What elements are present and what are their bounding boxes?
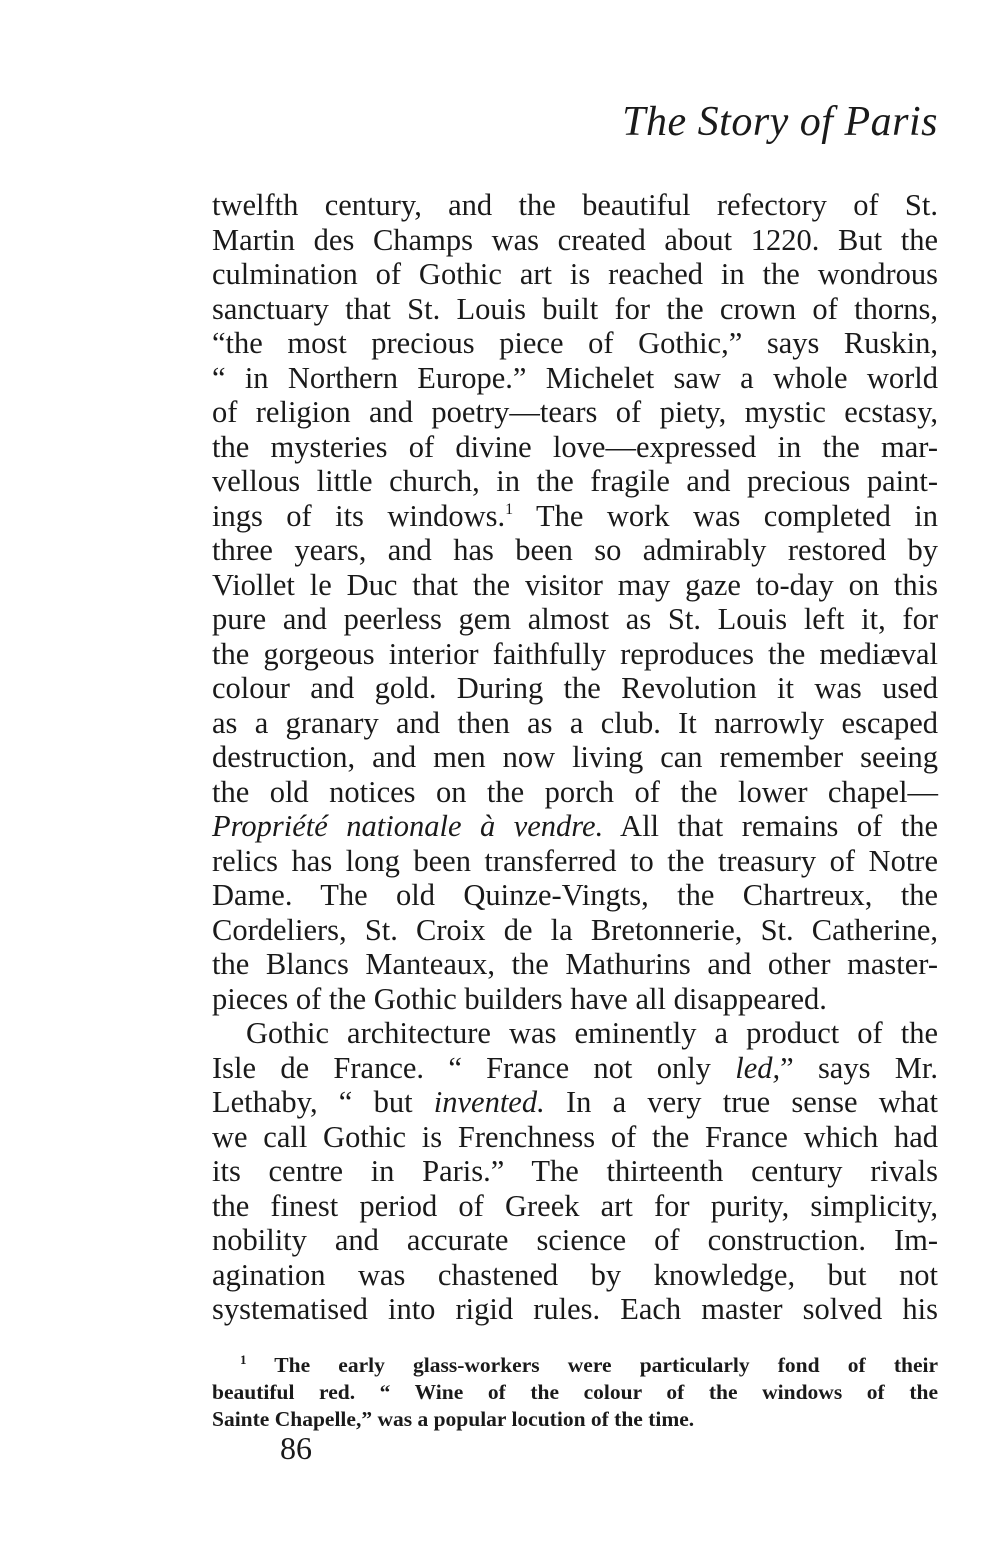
italic-phrase: led, xyxy=(735,1050,781,1085)
footnote xyxy=(212,1352,938,1433)
footnote-line: beautiful red. “ Wine of the colour of the windows of the xyxy=(212,1380,938,1404)
text-line xyxy=(212,1085,938,1120)
text-line: the old notices on the porch of the lower chapel— xyxy=(212,774,938,809)
text-line: Cordeliers, St. Croix de la Bretonnerie, St. Catherine, xyxy=(212,912,938,947)
text-line: destruction, and men now living can remember seeing xyxy=(212,740,938,774)
text-line: the finest period of Greek art for purity, simplicity, xyxy=(212,1188,938,1223)
body-text xyxy=(212,188,938,1327)
text-line: systematised into rigid rules. Each master solved his xyxy=(212,1292,938,1326)
footnote-line xyxy=(212,1352,938,1379)
text-line: nobility and accurate science of construction. Im- xyxy=(212,1223,938,1257)
text-line: its centre in Paris.” The thirteenth century rivals xyxy=(212,1154,938,1188)
text-segment: Lethaby, “ but xyxy=(212,1085,434,1119)
text-line: relics has long been transferred to the treasury of Notre xyxy=(212,843,938,878)
text-line: Gothic architecture was eminently a product of the xyxy=(246,1016,938,1050)
footnote-marker: 1 xyxy=(240,1352,247,1367)
text-line xyxy=(212,499,938,534)
text-line: twelfth century, and the beautiful refectory of St. xyxy=(212,188,938,222)
text-segment: ings of its windows. xyxy=(212,498,506,533)
text-line xyxy=(212,1051,938,1086)
text-segment: In a very true sense what xyxy=(544,1085,938,1119)
italic-phrase: Propriété nationale à vendre. xyxy=(212,809,604,843)
text-segment: ” says Mr. xyxy=(780,1050,938,1085)
text-line: the mysteries of divine love—expressed in the mar- xyxy=(212,429,938,464)
text-segment: Isle de France. “ France not only xyxy=(212,1050,736,1085)
text-line: “the most precious piece of Gothic,” says Ruskin, xyxy=(212,326,938,360)
text-line: colour and gold. During the Revolution it was used xyxy=(212,671,938,705)
text-line: Dame. The old Quinze-Vingts, the Chartreux, the xyxy=(212,878,938,912)
text-line: as a granary and then as a club. It narrowly escaped xyxy=(212,705,938,740)
text-segment: All that remains of the xyxy=(603,809,938,843)
text-line: “ in Northern Europe.” Michelet saw a whole world xyxy=(212,360,938,395)
text-line: the Blancs Manteaux, the Mathurins and other master- xyxy=(212,947,938,981)
text-line: vellous little church, in the fragile and precious paint- xyxy=(212,464,938,498)
text-line: sanctuary that St. Louis built for the crown of thorns, xyxy=(212,291,938,326)
text-line: we call Gothic is Frenchness of the France which had xyxy=(212,1119,938,1154)
text-line: the gorgeous interior faithfully reproduces the mediæval xyxy=(212,636,938,671)
running-title: The Story of Paris xyxy=(622,99,938,145)
text-line: Viollet le Duc that the visitor may gaze to-day on this xyxy=(212,567,938,602)
text-line: agination was chastened by knowledge, but not xyxy=(212,1257,938,1292)
text-line: pure and peerless gem almost as St. Louis left it, for xyxy=(212,602,938,636)
footnote-reference: 1 xyxy=(505,500,514,518)
text-segment: The early glass-workers were particularly fond of their xyxy=(246,1353,938,1377)
text-segment: The work was completed in xyxy=(513,498,938,533)
text-line: of religion and poetry—tears of piety, mystic ecstasy, xyxy=(212,395,938,429)
text-line: pieces of the Gothic builders have all disappeared. xyxy=(212,981,827,1016)
page-number: 86 xyxy=(280,1430,312,1466)
text-line: three years, and has been so admirably restored by xyxy=(212,533,938,567)
footnote-line: Sainte Chapelle,” was a popular locution of the time. xyxy=(212,1407,695,1431)
text-line: culmination of Gothic art is reached in the wondrous xyxy=(212,257,938,291)
text-line: Martin des Champs was created about 1220. But the xyxy=(212,222,938,257)
text-line xyxy=(212,809,938,844)
italic-phrase: invented. xyxy=(433,1085,545,1119)
